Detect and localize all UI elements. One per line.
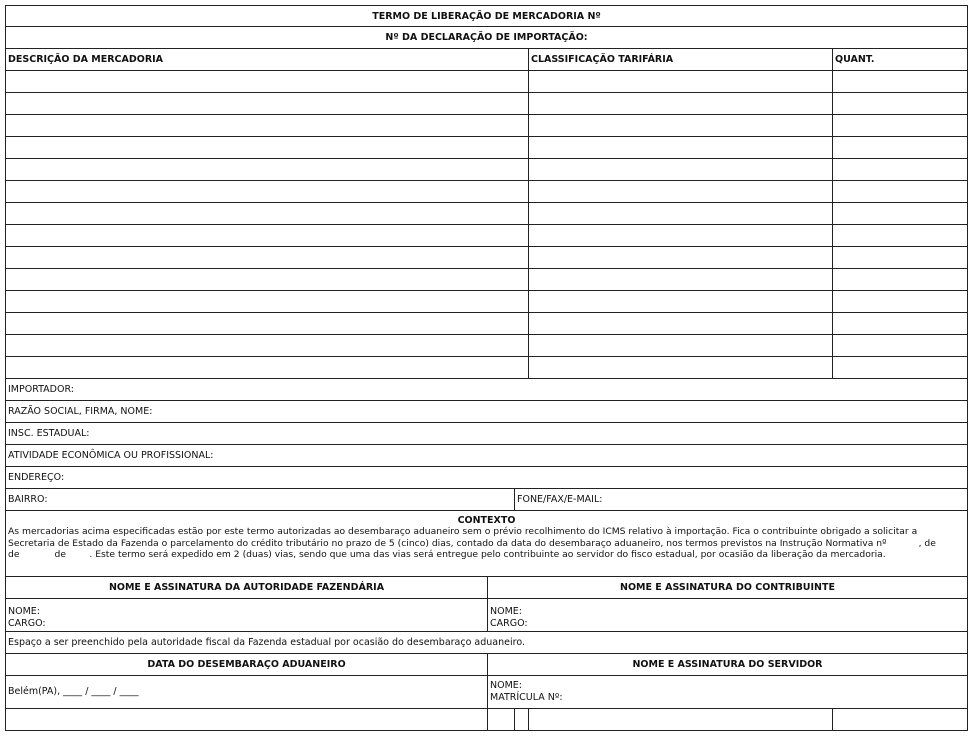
descricao-cell[interactable] — [6, 115, 528, 136]
bottom-cell-4[interactable] — [528, 709, 832, 730]
data-desembaraco-title: DATA DO DESEMBARAÇO ADUANEIRO — [147, 659, 346, 670]
item-rows — [5, 71, 968, 379]
table-row — [5, 71, 968, 93]
bottom-cell-1[interactable] — [6, 709, 487, 730]
razao-row[interactable] — [5, 401, 968, 423]
header-classificacao: CLASSIFICAÇÃO TARIFÁRIA — [528, 49, 832, 70]
importador-row[interactable] — [5, 379, 968, 401]
quant-cell[interactable] — [832, 291, 967, 312]
signatures-body-row — [5, 599, 968, 632]
contexto-block — [5, 511, 968, 577]
local-data-text: Belém(PA), ____ / ____ / ____ — [8, 686, 139, 697]
descricao-cell[interactable] — [6, 291, 528, 312]
table-row — [5, 137, 968, 159]
endereco-label: ENDEREÇO: — [8, 471, 65, 483]
form-sheet — [5, 5, 968, 731]
descricao-cell[interactable] — [6, 203, 528, 224]
quant-cell[interactable] — [832, 335, 967, 356]
contribuinte-nome-label: NOME: — [490, 606, 522, 617]
descricao-cell[interactable] — [6, 181, 528, 202]
classificacao-cell[interactable] — [528, 181, 832, 202]
title-row — [5, 5, 968, 27]
classificacao-cell[interactable] — [528, 247, 832, 268]
bairro-row — [5, 489, 968, 511]
table-row — [5, 181, 968, 203]
contribuinte-cargo-label: CARGO: — [490, 618, 528, 629]
descricao-cell[interactable] — [6, 137, 528, 158]
classificacao-cell[interactable] — [528, 203, 832, 224]
quant-cell[interactable] — [832, 159, 967, 180]
quant-cell[interactable] — [832, 269, 967, 290]
classificacao-cell[interactable] — [528, 137, 832, 158]
espaco-note: Espaço a ser preenchido pela autoridade fiscal da Fazenda estadual por ocasião do desembaraço aduaneiro. — [8, 636, 525, 648]
bottom-cell-5[interactable] — [832, 709, 967, 730]
form-title: TERMO DE LIBERAÇÃO DE MERCADORIA Nº — [372, 10, 601, 22]
table-header-row — [5, 49, 968, 71]
descricao-cell[interactable] — [6, 269, 528, 290]
insc-label: INSC. ESTADUAL: — [8, 427, 90, 439]
contexto-line-3: de de . Este termo será expedido em 2 (duas) vias, sendo que uma das vias será entregue pelo contribuinte ao servidor do fisco estadual, por ocasião da liberação da mercadoria. — [8, 549, 886, 560]
servidor-matricula-label: MATRÍCULA Nº: — [490, 692, 563, 703]
data-desembaraco-field[interactable] — [6, 676, 487, 708]
autoridade-title: NOME E ASSINATURA DA AUTORIDADE FAZENDÁRIA — [108, 582, 385, 593]
declaracao-row — [5, 27, 968, 49]
declaracao-label: Nº DA DECLARAÇÃO DE IMPORTAÇÃO: — [385, 32, 588, 43]
bottom-cell-2[interactable] — [487, 709, 514, 730]
table-row — [5, 247, 968, 269]
descricao-cell[interactable] — [6, 93, 528, 114]
autoridade-cargo-label: CARGO: — [8, 618, 46, 629]
servidor-title: NOME E ASSINATURA DO SERVIDOR — [487, 654, 967, 675]
quant-cell[interactable] — [832, 93, 967, 114]
classificacao-cell[interactable] — [528, 269, 832, 290]
razao-label: RAZÃO SOCIAL, FIRMA, NOME: — [8, 405, 153, 417]
quant-cell[interactable] — [832, 181, 967, 202]
table-row — [5, 269, 968, 291]
quant-cell[interactable] — [832, 137, 967, 158]
classificacao-cell[interactable] — [528, 225, 832, 246]
classificacao-cell[interactable] — [528, 115, 832, 136]
classificacao-cell[interactable] — [528, 357, 832, 378]
signatures-header-row — [5, 577, 968, 599]
endereco-row[interactable] — [5, 467, 968, 489]
quant-cell[interactable] — [832, 313, 967, 334]
classificacao-cell[interactable] — [528, 71, 832, 92]
classificacao-cell[interactable] — [528, 313, 832, 334]
servidor-nome-label: NOME: — [490, 680, 522, 691]
atividade-label: ATIVIDADE ECONÔMICA OU PROFISSIONAL: — [8, 449, 214, 461]
descricao-cell[interactable] — [6, 225, 528, 246]
bottom-cell-3[interactable] — [514, 709, 528, 730]
table-row — [5, 159, 968, 181]
table-row — [5, 357, 968, 379]
desembaraco-header-row — [5, 654, 968, 676]
quant-cell[interactable] — [832, 203, 967, 224]
table-row — [5, 203, 968, 225]
contribuinte-signature-field[interactable] — [487, 599, 967, 631]
table-row — [5, 291, 968, 313]
quant-cell[interactable] — [832, 225, 967, 246]
header-quant: QUANT. — [832, 49, 967, 70]
table-row — [5, 225, 968, 247]
descricao-cell[interactable] — [6, 247, 528, 268]
importador-label: IMPORTADOR: — [8, 383, 74, 395]
classificacao-cell[interactable] — [528, 93, 832, 114]
autoridade-signature-field[interactable] — [6, 599, 487, 631]
espaco-row — [5, 632, 968, 654]
servidor-signature-field[interactable] — [487, 676, 967, 708]
descricao-cell[interactable] — [6, 335, 528, 356]
quant-cell[interactable] — [832, 357, 967, 378]
contexto-line-2: Secretaria de Estado da Fazenda o parcelamento do crédito tributário no prazo de 5 (cinco) dias, contado da data do desembaraço aduaneiro, nos termos previstos na Instrução Normativa nº , de — [8, 537, 936, 549]
table-row — [5, 335, 968, 357]
descricao-cell[interactable] — [6, 71, 528, 92]
fone-field[interactable]: FONE/FAX/E-MAIL: — [514, 489, 967, 510]
quant-cell[interactable] — [832, 115, 967, 136]
table-row — [5, 313, 968, 335]
autoridade-nome-label: NOME: — [8, 606, 40, 617]
descricao-cell[interactable] — [6, 357, 528, 378]
quant-cell[interactable] — [832, 247, 967, 268]
desembaraco-body-row — [5, 676, 968, 709]
classificacao-cell[interactable] — [528, 335, 832, 356]
descricao-cell[interactable] — [6, 313, 528, 334]
table-row — [5, 93, 968, 115]
contexto-title: CONTEXTO — [457, 515, 516, 526]
contexto-line-1: As mercadorias acima especificadas estão por este termo autorizadas ao desembaraço aduaneiro sem o prévio recolhimento do ICMS relativo à importação. Fica o contribuinte obrigado a solicitar a — [8, 526, 918, 537]
classificacao-cell[interactable] — [528, 291, 832, 312]
classificacao-cell[interactable] — [528, 159, 832, 180]
header-descricao: DESCRIÇÃO DA MERCADORIA — [8, 54, 164, 65]
quant-cell[interactable] — [832, 71, 967, 92]
insc-row[interactable] — [5, 423, 968, 445]
bottom-blank-row — [5, 709, 968, 731]
bairro-field[interactable]: BAIRRO: — [8, 493, 48, 505]
descricao-cell[interactable] — [6, 159, 528, 180]
table-row — [5, 115, 968, 137]
contribuinte-title: NOME E ASSINATURA DO CONTRIBUINTE — [487, 577, 967, 598]
atividade-row[interactable] — [5, 445, 968, 467]
